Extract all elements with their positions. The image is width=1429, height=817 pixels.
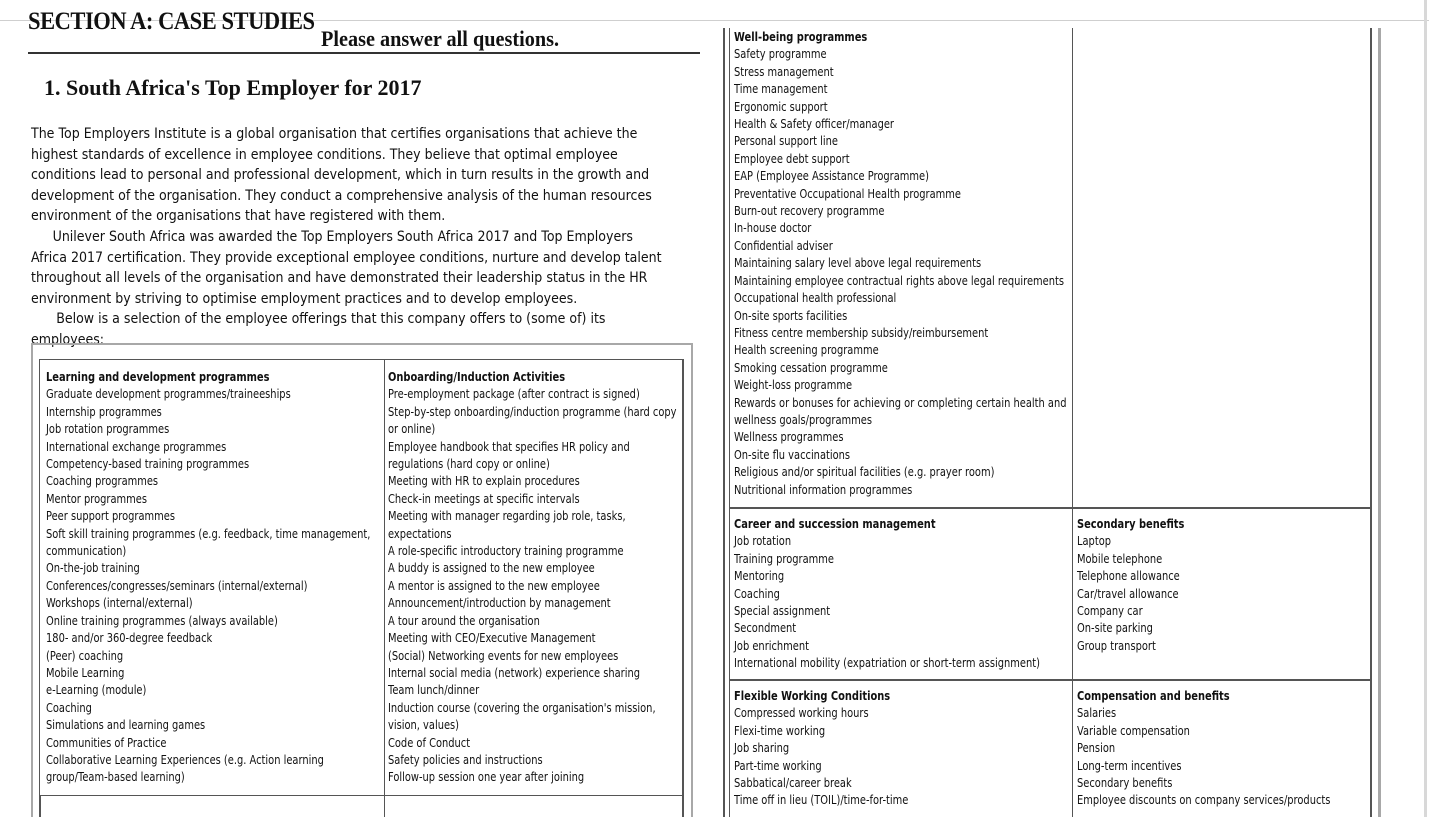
right-table-border	[723, 28, 725, 817]
instruction-text: Please answer all questions.	[321, 26, 560, 51]
right-table-border	[729, 28, 730, 817]
list-item: Health & Safety officer/manager	[734, 116, 894, 132]
compensation-list	[1077, 704, 1369, 808]
list-item: Mentor programmes	[46, 490, 147, 506]
secondary-heading: Secondary benefits	[1077, 516, 1185, 531]
list-item: Workshops (internal/external)	[46, 595, 193, 611]
list-item: Internal social media (network) experience sharing	[388, 664, 640, 680]
list-item: Safety policies and instructions	[388, 751, 543, 767]
list-item: Rewards or bonuses for achieving or completing certain health and wellness goals/programmes	[734, 394, 1067, 427]
intro-paragraph-2: Unilever South Africa was awarded the Top Employers South Africa 2017 and Top Employers Africa 2017 certification. They provide exceptional employee conditions, nurture and develop talent throughout all levels of the organisation and have demonstrated their leadership status in the HR environment by striving to optimise employment practices and to develop employees.	[31, 228, 662, 307]
list-item: e-Learning (module)	[46, 682, 147, 698]
list-item: Burn-out recovery programme	[734, 203, 885, 219]
right-table-border	[1370, 28, 1372, 817]
list-item: Peer support programmes	[46, 508, 176, 524]
list-item: On-site sports facilities	[734, 307, 848, 323]
onboarding-cell	[388, 368, 684, 786]
intro-paragraph-1: The Top Employers Institute is a global organisation that certifies organisations that achieve the highest standards of excellence in employee conditions. They believe that optimal employee conditions lead to personal and professional development, which in turn results in the growth and development of the organisation. They conduct a comprehensive analysis of the human resources environment of the organisations that have registered with them.	[31, 126, 652, 225]
list-item: Soft skill training programmes (e.g. feedback, time management, communication)	[46, 525, 371, 559]
list-item: Mobile telephone	[1077, 550, 1163, 566]
list-item: Car/travel allowance	[1077, 585, 1179, 601]
right-table-row-divider	[729, 507, 1372, 509]
onboarding-list	[388, 385, 684, 785]
list-item: On-site flu vaccinations	[734, 446, 851, 462]
list-item: (Social) Networking events for new employees	[388, 647, 619, 663]
career-list	[734, 532, 1070, 671]
list-item: Religious and/or spiritual facilities (e.g. prayer room)	[734, 464, 995, 480]
list-item: Check-in meetings at specific intervals	[388, 490, 580, 506]
list-item: Simulations and learning games	[46, 717, 206, 733]
list-item: Induction course (covering the organisation's mission, vision, values)	[388, 699, 656, 733]
list-item: Meeting with manager regarding job role, tasks, expectations	[388, 508, 626, 541]
list-item: Ergonomic support	[734, 98, 828, 114]
list-item: Company car	[1077, 603, 1143, 619]
compensation-heading: Compensation and benefits	[1077, 688, 1230, 703]
list-item: Collaborative Learning Experiences (e.g. Action learning group/Team-based learning)	[46, 751, 324, 785]
compensation-cell	[1077, 687, 1369, 809]
flexible-cell	[734, 687, 1070, 809]
list-item: (Peer) coaching	[46, 647, 124, 663]
list-item: A buddy is assigned to the new employee	[388, 560, 595, 576]
section-title: SECTION A: CASE STUDIES	[28, 8, 315, 35]
table-lower-border	[39, 796, 41, 817]
list-item: Meeting with CEO/Executive Management	[388, 630, 596, 646]
list-item: Mentoring	[734, 568, 785, 584]
list-item: Follow-up session one year after joining	[388, 769, 585, 785]
learning-list	[46, 385, 386, 785]
list-item: Coaching programmes	[46, 473, 159, 489]
list-item: International mobility (expatriation or short-term assignment)	[734, 655, 1040, 671]
question-heading: 1. South Africa's Top Employer for 2017	[44, 75, 422, 100]
list-item: Health screening programme	[734, 342, 879, 358]
list-item: Step-by-step onboarding/induction programme (hard copy or online)	[388, 403, 677, 437]
list-item: EAP (Employee Assistance Programme)	[734, 168, 929, 184]
list-item: A mentor is assigned to the new employee	[388, 577, 600, 593]
list-item: Job rotation programmes	[46, 421, 170, 437]
list-item: Sabbatical/career break	[734, 775, 852, 791]
list-item: Team lunch/dinner	[388, 682, 480, 698]
list-item: Online training programmes (always available)	[46, 612, 278, 628]
list-item: Maintaining employee contractual rights above legal requirements	[734, 272, 1065, 288]
secondary-cell	[1077, 515, 1369, 654]
list-item: Pre-employment package (after contract is signed)	[388, 386, 640, 402]
secondary-list	[1077, 532, 1369, 654]
list-item: 180- and/or 360-degree feedback	[46, 630, 213, 646]
list-item: Employee debt support	[734, 150, 850, 166]
list-item: Employee discounts on company services/products	[1077, 792, 1331, 808]
learning-cell	[46, 368, 386, 786]
list-item: On-site parking	[1077, 620, 1153, 636]
list-item: A role-specific introductory training programme	[388, 543, 624, 559]
list-item: Personal support line	[734, 133, 838, 149]
list-item: Telephone allowance	[1077, 568, 1180, 584]
list-item: Laptop	[1077, 533, 1112, 549]
list-item: Maintaining salary level above legal requirements	[734, 255, 982, 271]
list-item: Graduate development programmes/traineeships	[46, 386, 291, 402]
list-item: Stress management	[734, 63, 834, 79]
list-item: Announcement/introduction by management	[388, 595, 611, 611]
list-item: Group transport	[1077, 637, 1156, 653]
list-item: Code of Conduct	[388, 734, 471, 750]
list-item: Occupational health professional	[734, 290, 897, 306]
table-lower-border	[682, 796, 684, 817]
list-item: Job enrichment	[734, 637, 810, 653]
list-item: Job sharing	[734, 740, 790, 756]
list-item: Fitness centre membership subsidy/reimbursement	[734, 324, 989, 340]
wellbeing-heading: Well-being programmes	[734, 29, 868, 44]
flexible-list	[734, 704, 1070, 808]
list-item: Internship programmes	[46, 403, 162, 419]
intro-text	[31, 124, 672, 351]
list-item: International exchange programmes	[46, 438, 227, 454]
wellbeing-cell	[734, 28, 1070, 498]
list-item: Job rotation	[734, 533, 792, 549]
wellbeing-list	[734, 45, 1070, 498]
right-table-row-divider	[729, 679, 1372, 681]
list-item: On-the-job training	[46, 560, 140, 576]
career-cell	[734, 515, 1070, 672]
list-item: Meeting with HR to explain procedures	[388, 473, 580, 489]
list-item: Mobile Learning	[46, 664, 125, 680]
list-item: Time off in lieu (TOIL)/time-for-time	[734, 792, 909, 808]
list-item: In-house doctor	[734, 220, 812, 236]
list-item: Secondary benefits	[1077, 775, 1173, 791]
list-item: Time management	[734, 81, 828, 97]
list-item: Weight-loss programme	[734, 377, 853, 393]
list-item: Variable compensation	[1077, 722, 1190, 738]
list-item: Flexi-time working	[734, 722, 826, 738]
list-item: Competency-based training programmes	[46, 456, 250, 472]
list-item: Smoking cessation programme	[734, 359, 888, 375]
list-item: Secondment	[734, 620, 797, 636]
list-item: Confidential adviser	[734, 237, 833, 253]
list-item: Long-term incentives	[1077, 757, 1182, 773]
list-item: Coaching	[734, 585, 780, 601]
learning-heading: Learning and development programmes	[46, 369, 270, 384]
intro-paragraph-3: Below is a selection of the employee offerings that this company offers to (some of) its employees:	[31, 311, 606, 348]
list-item: Part-time working	[734, 757, 822, 773]
flexible-heading: Flexible Working Conditions	[734, 688, 891, 703]
list-item: A tour around the organisation	[388, 612, 540, 628]
career-heading: Career and succession management	[734, 516, 936, 531]
list-item: Safety programme	[734, 46, 827, 62]
right-table-border	[1378, 28, 1381, 817]
list-item: Training programme	[734, 550, 834, 566]
list-item: Wellness programmes	[734, 429, 844, 445]
right-table-column-divider	[1072, 28, 1073, 817]
list-item: Special assignment	[734, 603, 831, 619]
list-item: Employee handbook that specifies HR policy and regulations (hard copy or online)	[388, 438, 630, 472]
page-scroll-edge	[1424, 0, 1427, 817]
list-item: Nutritional information programmes	[734, 481, 913, 497]
title-underline	[28, 52, 700, 54]
onboarding-heading: Onboarding/Induction Activities	[388, 369, 566, 384]
list-item: Preventative Occupational Health programme	[734, 185, 961, 201]
list-item: Communities of Practice	[46, 734, 167, 750]
list-item: Coaching	[46, 699, 92, 715]
list-item: Pension	[1077, 740, 1116, 756]
list-item: Conferences/congresses/seminars (internal/external)	[46, 577, 308, 593]
list-item: Compressed working hours	[734, 705, 869, 721]
list-item: Salaries	[1077, 705, 1117, 721]
